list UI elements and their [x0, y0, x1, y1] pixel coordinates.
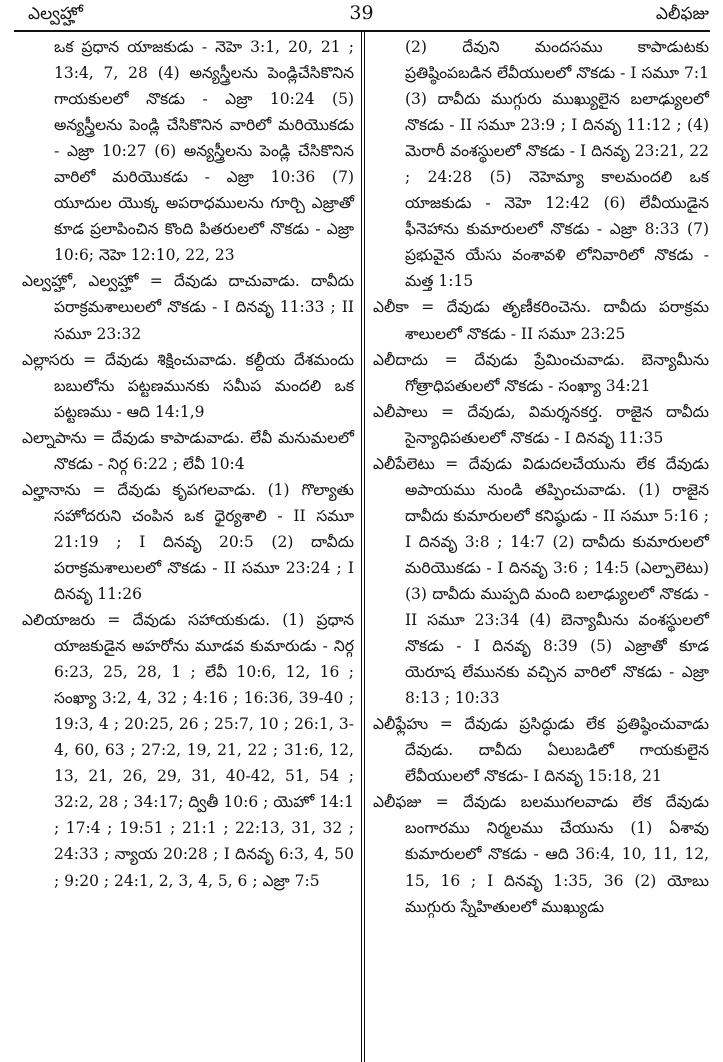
- dictionary-entry: ఎల్వహ్హో, ఎల్వహ్హో = దేవుడు దాచువాడు. దావీదు పరాక్రమశాలులలో నొకడు - I దినవృ 11:33 ; II సమూ 23:32: [22, 272, 354, 343]
- page-header: [0, 0, 723, 30]
- running-head-left: ఎల్వహ్హో: [28, 4, 83, 24]
- dictionary-entry: ఎలీపేలెటు = దేవుడు విడుదలచేయును లేక దేవుడు అపాయము నుండి తప్పించువాడు. (1) రాజైన దావీదు కుమారులలో కనిష్ఠుడు - II సమూ 5:16 ; I దినవృ 3:8 ; 14:7 (2) దావీదు కుమారులలో మరియొకడు - I దినవృ 3:6 ; 14:5 (ఎల్పాలెటు) (3) దావీదు ముప్పది మంది బలాఢ్యులలో నొకడు - II సమూ 23:34 (4) బెన్యామీను వంశస్థులలో నొకడు - I దినవృ 8:39 (5) ఎజ్రాతో కూడ యెరూష లేమునకు వచ్చిన వారిలో నొకడు - ఎజ్రా 8:13 ; 10:33: [373, 454, 709, 708]
- dictionary-entry: (2) దేవుని మందసము కాపాడుటకు ప్రతిష్ఠింపబడిన లేవీయులలో నొకడు - I సమూ 7:1 (3) దావీదు ముగ్గురు ముఖ్యులైన బలాఢ్యులలో నొకడు - II సమూ 23:9 ; I దినవృ 11:12 ; (4) మెరారీ వంశస్థులలో నొకడు - I దినవృ 23:21, 22 ; 24:28 (5) నెహెమ్యా కాలమందలి ఒక యాజకుడు - నెహె 12:42 (6) లేవీయుడైన ఫీనెహాను కుమారులలో నొకడు - ఎజ్రా 8:33 (7) ప్రభువైన యేసు వంశావళి లోనివారిలో నొకడు - మత్త 1:15: [405, 38, 709, 291]
- dictionary-entry: ఎల్హానాను = దేవుడు కృపగలవాడు. (1) గొల్యాతు సహోదరుని చంపిన ఒక ధైర్యశాలి - II సమూ 21:19 ; I దినవృ 20:5 (2) దావీదు పరాక్రమశాలులలో నొకడు - II సమూ 23:24 ; I దినవృ 11:26: [22, 480, 354, 603]
- column-divider: [361, 31, 365, 1062]
- running-head-right: ఎలీఫజు: [655, 4, 709, 24]
- dictionary-entry: ఎలీఫ్లేహు = దేవుడు ప్రసిద్ధుడు లేక ప్రతిష్ఠించువాడు దేవుడు. దావీదు ఏలుబడిలో గాయకులైన లేవీయులలో నొకడు- I దినవృ 15:18, 21: [373, 715, 709, 786]
- dictionary-entry: ఎలీఫజు = దేవుడు బలముగలవాడు లేక దేవుడు బంగారము నిర్మలము చేయును (1) ఏశావు కుమారులలో నొకడు - ఆది 36:4, 10, 11, 12, 15, 16 ; I దినవృ 1:35, 36 (2) యోబు ముగ్గురు స్నేహితులలో ముఖ్యుడు: [373, 793, 709, 916]
- right-column: [373, 34, 709, 920]
- dictionary-entry: ఒక ప్రధాన యాజకుడు - నెహె 3:1, 20, 21 ; 13:4, 7, 28 (4) అన్యస్త్రీలను పెండ్లిచేసికొనిన గాయకులలో నొకడు - ఎజ్రా 10:24 (5) అన్యస్త్రీలను పెండ్లి చేసికొనిన వారిలో మరియొకడు - ఎజ్రా 10:27 (6) అన్యస్త్రీలను పెండ్లి చేసికొనిన వారిలో మరియొకడు - ఎజ్రా 10:36 (7) యూదుల యొక్క అపరాధములను గూర్చి ఎజ్రాతో కూడ ప్రలాపించిన కొంది పితరులలో నొకడు - ఎజ్రా 10:6; నెహె 12:10, 22, 23: [54, 38, 354, 265]
- dictionary-entry: ఎలీకా = దేవుడు తృణీకరించెను. దావీదు పరాక్రమ శాలులలో నొకడు - II సమూ 23:25: [373, 298, 709, 343]
- dictionary-entry: ఎలియాజరు = దేవుడు సహాయకుడు. (1) ప్రధాన యాజకుడైన అహరోను మూడవ కుమారుడు - నిర్గ 6:23, 25, 28, 1 ; లేవీ 10:6, 12, 16 ; సంఖ్యా 3:2, 4, 32 ; 4:16 ; 16:36, 39-40 ; 19:3, 4 ; 20:25, 26 ; 25:7, 10 ; 26:1, 3-4, 60, 63 ; 27:2, 19, 21, 22 ; 31:6, 12, 13, 21, 26, 29, 31, 40-42, 51, 54 ; 32:2, 28 ; 34:17; ద్వితీ 10:6 ; యెహో 14:1 ; 17:4 ; 19:51 ; 21:1 ; 22:13, 31, 32 ; 24:33 ; న్యాయ 20:28 ; I దినవృ 6:3, 4, 50 ; 9:20 ; 24:1, 2, 3, 4, 5, 6 ; ఎజ్రా 7:5: [22, 611, 354, 890]
- dictionary-entry: ఎలీదాదు = దేవుడు ప్రేమించువాడు. బెన్యామీను గోత్రాధిపతులలో నొకడు - సంఖ్యా 34:21: [373, 350, 709, 395]
- dictionary-entry: ఎలీపాలు = దేవుడు, విమర్శనకర్త. రాజైన దావీదు సైన్యాధిపతులలో నొకడు - I దినవృ 11:35: [373, 402, 709, 447]
- dictionary-entry: ఎల్లాసరు = దేవుడు శిక్షించువాడు. కల్దీయ దేశమందు బబులోను పట్టణమునకు సమీప మందలి ఒక పట్టణము - ఆది 14:1,9: [22, 350, 354, 421]
- page-number: 39: [349, 2, 374, 24]
- dictionary-entry: ఎల్నాపాను = దేవుడు కాపాడువాడు. లేవీ మనుమలలో నొకడు - నిర్గ 6:22 ; లేవీ 10:4: [22, 428, 354, 473]
- left-column: [22, 34, 354, 894]
